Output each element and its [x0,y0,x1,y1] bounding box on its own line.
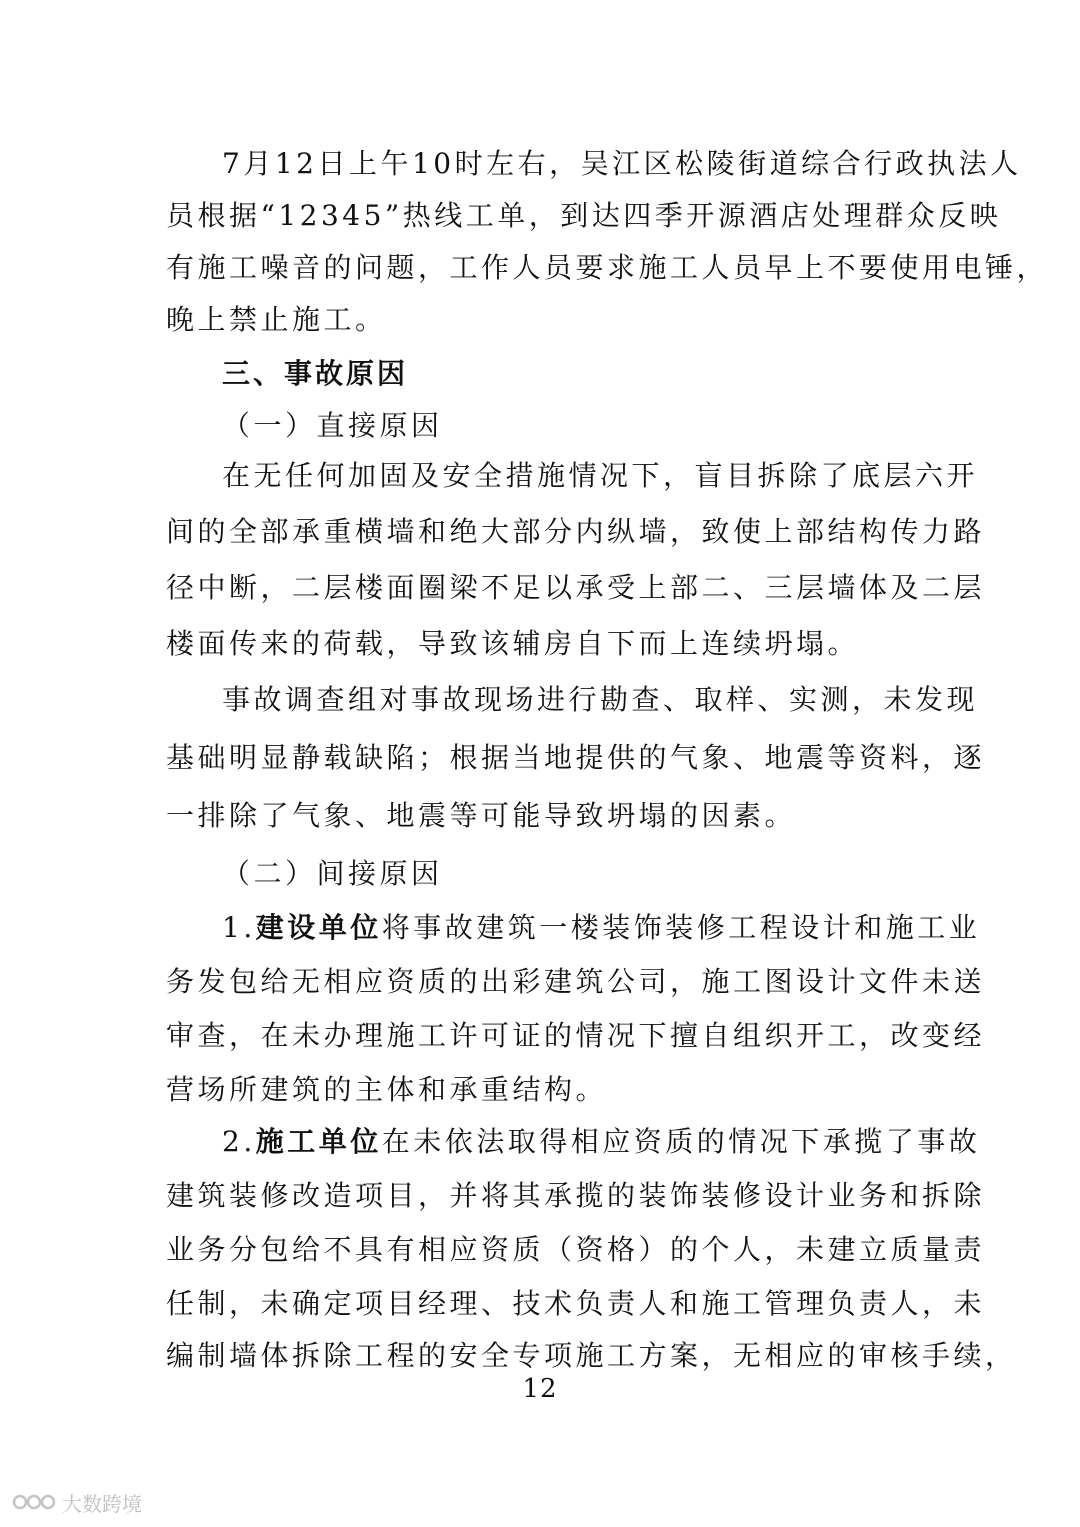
paragraph-line: 务发包给无相应资质的出彩建筑公司，施工图设计文件未送 [166,965,986,998]
item-number: 2. [222,1125,256,1158]
paragraph-line: 审查，在未办理施工许可证的情况下擅自组织开工，改变经 [166,1019,986,1052]
subsection-heading: （二）间接原因 [222,857,443,890]
paragraph-line: 员根据“12345”热线工单，到达四季开源酒店处理群众反映 [166,199,1002,232]
page-number: 12 [522,1374,558,1404]
paragraph-line [222,1122,981,1162]
paragraph-line: 7月12日上午10时左右，吴江区松陵街道综合行政执法人 [222,147,1022,180]
paragraph-line [222,908,981,948]
paragraph-line: 业务分包给不具有相应资质（资格）的个人，未建立质量责 [166,1233,986,1266]
watermark-text: 大数跨境 [62,1491,142,1516]
paragraph-line: 间的全部承重横墙和绝大部分内纵墙，致使上部结构传力路 [166,515,986,548]
paragraph-line: 晚上禁止施工。 [166,303,387,336]
bold-term: 施工单位 [255,1125,382,1158]
paragraph-line: 编制墙体拆除工程的安全专项施工方案，无相应的审核手续， [166,1339,1017,1372]
paragraph-line: 一排除了气象、地震等可能导致坍塌的因素。 [166,799,797,832]
subsection-heading: （一）直接原因 [222,409,443,442]
watermark [12,1488,142,1516]
paragraph-line: 任制，未确定项目经理、技术负责人和施工管理负责人，未 [166,1287,986,1320]
paragraph-line: 在无任何加固及安全措施情况下，盲目拆除了底层六开 [222,459,979,492]
paragraph-line: 楼面传来的荷载，导致该辅房自下而上连续坍塌。 [166,627,860,660]
paragraph-line: 径中断，二层楼面圈梁不足以承受上部二、三层墙体及二层 [166,571,986,604]
paragraph-line: 营场所建筑的主体和承重结构。 [166,1073,608,1106]
paragraph-line: 基础明显静载缺陷；根据当地提供的气象、地震等资料，逐 [166,741,986,774]
section-heading: 三、事故原因 [222,357,409,390]
bold-term: 建设单位 [255,911,382,944]
watermark-logo-icon [12,1489,58,1515]
paragraph-line: 建筑装修改造项目，并将其承揽的装饰装修设计业务和拆除 [166,1179,986,1212]
paragraph-line: 有施工噪音的问题，工作人员要求施工人员早上不要使用电锤， [166,251,1049,284]
paragraph-text: 在未依法取得相应资质的情况下承揽了事故 [381,1125,981,1158]
item-number: 1. [222,911,256,944]
paragraph-line: 事故调查组对事故现场进行勘查、取样、实测，未发现 [222,683,979,716]
paragraph-text: 将事故建筑一楼装饰装修工程设计和施工业 [381,911,981,944]
